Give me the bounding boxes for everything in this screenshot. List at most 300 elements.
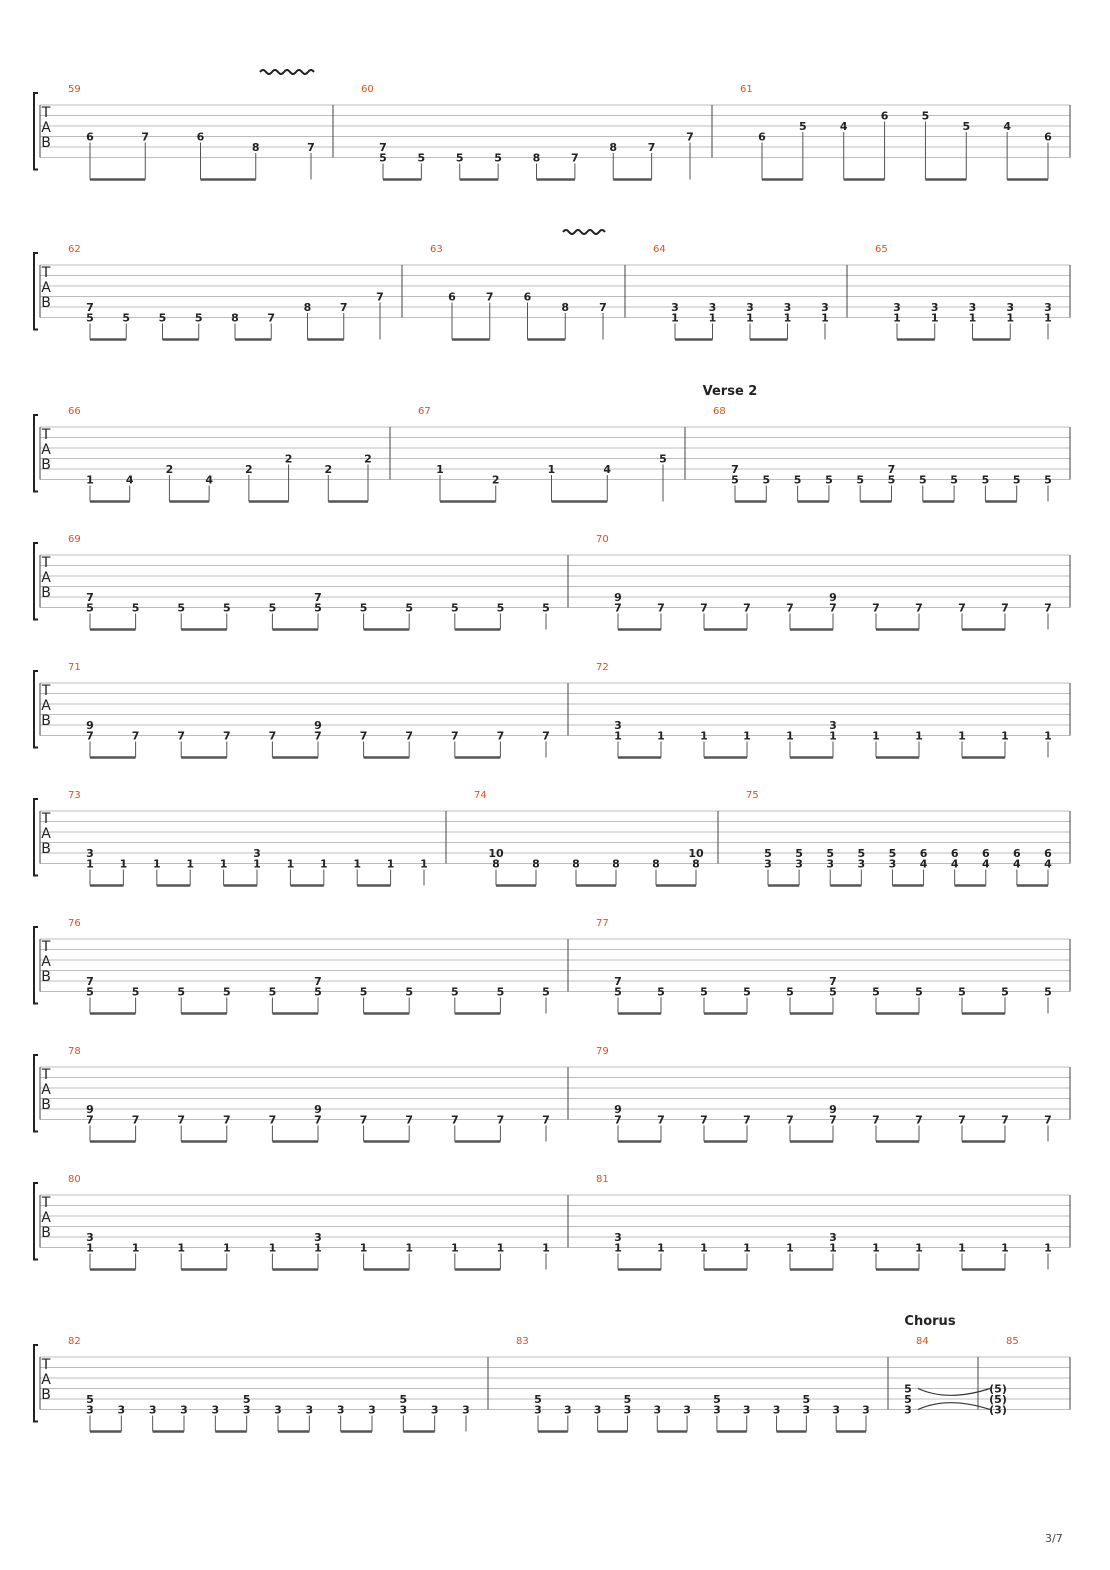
fret-number: 6 [86, 130, 94, 144]
tab-clef-letter: A [41, 698, 51, 714]
fret-number: 6 [1044, 130, 1052, 144]
fret-number: 1 [119, 857, 128, 871]
fret-number: 9 [86, 1103, 94, 1116]
fret-number: 7 [647, 141, 656, 154]
measure-number: 85 [1006, 1336, 1019, 1347]
fret-number: 3 [593, 1403, 602, 1417]
fret-number: 7 [1044, 601, 1052, 615]
fret-number: 7 [268, 729, 277, 743]
measure-number: 59 [68, 84, 81, 95]
tie-arc [918, 1389, 990, 1396]
fret-number: 3 [857, 857, 866, 871]
fret-number: 1 [86, 473, 94, 487]
tab-clef-letter: B [41, 969, 51, 985]
vibrato-mark [563, 230, 605, 234]
fret-number: 5 [743, 985, 751, 999]
fret-number: 7 [141, 130, 150, 144]
fret-number: 5 [122, 311, 131, 325]
fret-number: 5 [915, 985, 923, 999]
fret-number: 5 [494, 151, 502, 165]
fret-number: 3 [563, 1403, 572, 1417]
measure-number: 74 [474, 790, 487, 801]
fret-number: 3 [86, 847, 94, 860]
fret-number: 1 [829, 729, 837, 743]
fret-number: 5 [177, 985, 186, 999]
fret-number: 1 [152, 857, 161, 871]
fret-number: 5 [762, 473, 771, 487]
fret-number: 3 [671, 301, 679, 314]
fret-number: 1 [743, 1241, 751, 1255]
fret-number: 1 [177, 1241, 186, 1255]
fret-number: 1 [743, 729, 751, 743]
fret-number: 7 [267, 311, 276, 325]
fret-number: 9 [314, 719, 322, 732]
fret-number: 7 [700, 1113, 708, 1127]
fret-number: 7 [86, 301, 94, 314]
system-bracket [34, 415, 38, 492]
fret-number: 7 [743, 1113, 751, 1127]
fret-number: 3 [968, 301, 977, 314]
fret-number: 2 [324, 463, 333, 476]
tab-clef-letter: T [41, 1067, 51, 1083]
fret-number: 7 [958, 601, 966, 615]
fret-number: 7 [496, 1113, 505, 1127]
fret-number: 7 [1044, 1113, 1052, 1127]
fret-number: 3 [336, 1403, 345, 1417]
fret-number: 1 [872, 729, 880, 743]
measure-number: 83 [516, 1336, 529, 1347]
fret-number: 5 [542, 601, 550, 615]
fret-number: 1 [872, 1241, 880, 1255]
fret-number: 5 [825, 473, 833, 487]
fret-number: 1 [614, 729, 622, 743]
system-bracket [34, 253, 38, 330]
fret-number: 3 [534, 1403, 542, 1417]
fret-number: 5 [700, 985, 708, 999]
fret-number: 7 [314, 1113, 322, 1127]
fret-number: 4 [919, 857, 928, 871]
fret-number: 5 [496, 601, 505, 615]
fret-number: 8 [561, 301, 570, 314]
fret-number: 7 [958, 1113, 966, 1127]
fret-number: 3 [242, 1403, 251, 1417]
fret-number: 5 [950, 473, 958, 487]
fret-number: 8 [612, 857, 620, 871]
fret-number: 1 [131, 1241, 140, 1255]
fret-number: 7 [571, 151, 579, 165]
tab-clef-letter: A [41, 954, 51, 970]
fret-number: 6 [950, 847, 959, 860]
fret-number: 7 [872, 601, 880, 615]
fret-number: 5 [1044, 985, 1052, 999]
fret-number: 7 [177, 1113, 186, 1127]
fret-number: 5 [268, 985, 277, 999]
fret-number: 2 [491, 473, 500, 487]
fret-number: 6 [981, 847, 990, 860]
fret-number: 8 [532, 857, 540, 871]
fret-number: 4 [1013, 857, 1021, 871]
fret-number: 3 [829, 719, 837, 732]
fret-number: 1 [286, 857, 295, 871]
fret-number: 1 [268, 1241, 277, 1255]
fret-number: 3 [274, 1403, 282, 1417]
fret-number: 3 [462, 1403, 470, 1417]
fret-number: 3 [305, 1403, 314, 1417]
measure-number: 79 [596, 1046, 609, 1057]
fret-number: 1 [657, 729, 665, 743]
fret-number: 1 [496, 1241, 505, 1255]
fret-number: 3 [148, 1403, 157, 1417]
fret-number: 1 [219, 857, 228, 871]
fret-number: 1 [746, 311, 754, 325]
fret-number: 1 [405, 1241, 414, 1255]
fret-number: 6 [523, 290, 532, 304]
fret-number: 7 [86, 729, 94, 743]
fret-number: 1 [930, 311, 939, 325]
fret-number: 5 [856, 473, 865, 487]
measure-number: 78 [68, 1046, 81, 1057]
measure-number: 64 [653, 244, 666, 255]
fret-number: 1 [1044, 311, 1052, 325]
tab-clef-letter: B [41, 1387, 51, 1403]
fret-number: 1 [186, 857, 195, 871]
tab-clef-letter: A [41, 570, 51, 586]
fret-number: 5 [86, 311, 94, 325]
fret-number: 7 [307, 141, 315, 154]
section-label: Verse 2 [702, 384, 758, 399]
fret-number: 3 [211, 1403, 220, 1417]
fret-number: 3 [713, 1403, 721, 1417]
system-bracket [34, 543, 38, 620]
fret-number: 7 [314, 729, 322, 743]
fret-number: 7 [379, 141, 387, 154]
fret-number: 1 [542, 1241, 550, 1255]
fret-number: 5 [496, 985, 505, 999]
fret-number: 3 [86, 1231, 94, 1244]
fret-number: 3 [862, 1403, 870, 1417]
fret-number: 7 [222, 1113, 231, 1127]
measure-number: 62 [68, 244, 81, 255]
fret-number: 3 [783, 301, 792, 314]
fret-number: 5 [659, 452, 667, 466]
measure-number: 61 [740, 84, 753, 95]
fret-number: 5 [829, 985, 837, 999]
fret-number: 7 [829, 601, 837, 615]
tab-clef-letter: A [41, 1082, 51, 1098]
fret-number: 8 [572, 857, 580, 871]
fret-number: 4 [603, 463, 612, 476]
fret-number: 9 [829, 591, 837, 604]
fret-number: 5 [731, 473, 739, 487]
fret-number: 5 [888, 847, 897, 860]
fret-number: 3 [832, 1403, 841, 1417]
tab-clef-letter: A [41, 442, 51, 458]
fret-number: 7 [786, 601, 794, 615]
system-bracket [34, 799, 38, 876]
fret-number: 6 [880, 109, 889, 123]
fret-number: 1 [786, 729, 794, 743]
fret-number: 1 [86, 1241, 94, 1255]
fret-number: 7 [450, 1113, 459, 1127]
fret-number: 8 [652, 857, 660, 871]
fret-number: 3 [772, 1403, 781, 1417]
tab-clef-letter: B [41, 295, 51, 311]
fret-number: 1 [436, 463, 444, 476]
fret-number: 1 [915, 729, 923, 743]
fret-number: 3 [368, 1403, 376, 1417]
fret-number: 3 [708, 301, 717, 314]
tab-clef-letter: B [41, 135, 51, 151]
fret-number: 3 [742, 1403, 751, 1417]
fret-number: 5 [450, 601, 459, 615]
fret-number: 5 [958, 985, 966, 999]
fret-number: 7 [599, 301, 607, 314]
fret-number: 7 [86, 1113, 94, 1127]
fret-number: 7 [405, 729, 414, 743]
fret-number: 7 [405, 1113, 414, 1127]
system-bracket [34, 927, 38, 1004]
fret-number: 7 [872, 1113, 880, 1127]
fret-number: 4 [205, 473, 213, 487]
fret-number: 5 [359, 601, 368, 615]
fret-number: 5 [857, 847, 866, 860]
fret-number: 10 [688, 847, 704, 860]
measure-number: 63 [430, 244, 443, 255]
fret-number: 7 [268, 1113, 277, 1127]
fret-number: 1 [1006, 311, 1015, 325]
fret-number: 7 [700, 601, 708, 615]
measure-number: 80 [68, 1174, 81, 1185]
fret-number: 8 [251, 141, 260, 154]
fret-number: 6 [919, 847, 928, 860]
fret-number: 2 [165, 463, 174, 476]
fret-number: 1 [829, 1241, 837, 1255]
fret-number: 6 [1013, 847, 1021, 860]
fret-number: 2 [284, 452, 293, 466]
fret-number: 9 [614, 591, 622, 604]
measure-number: 75 [746, 790, 759, 801]
fret-number: 5 [242, 1393, 251, 1406]
measure-number: 65 [875, 244, 888, 255]
fret-number: 7 [450, 729, 459, 743]
fret-number: 1 [1001, 729, 1009, 743]
measure-number: 67 [418, 406, 431, 417]
fret-number: 5 [981, 473, 990, 487]
tab-clef-letter: B [41, 1097, 51, 1113]
system-bracket [34, 93, 38, 170]
fret-number: 3 [904, 1403, 912, 1417]
fret-number: 7 [314, 591, 322, 604]
fret-number: 9 [86, 719, 94, 732]
tab-clef-letter: A [41, 120, 51, 136]
fret-number: 5 [314, 985, 322, 999]
fret-number: 7 [131, 729, 140, 743]
fret-number: 5 [359, 985, 368, 999]
fret-number: 1 [700, 1241, 708, 1255]
fret-number: 1 [420, 857, 428, 871]
fret-number: 3 [653, 1403, 662, 1417]
fret-number: 1 [614, 1241, 622, 1255]
tab-clef-letter: T [41, 1195, 51, 1211]
fret-number: 7 [829, 1113, 837, 1127]
fret-number: 6 [1044, 847, 1052, 860]
fret-number: 1 [314, 1241, 322, 1255]
fret-number: 8 [492, 857, 500, 871]
tab-clef-letter: T [41, 811, 51, 827]
fret-number: 5 [904, 1382, 912, 1396]
fret-number: 7 [359, 1113, 368, 1127]
fret-number: 1 [359, 1241, 368, 1255]
fret-number: 1 [968, 311, 977, 325]
tab-clef-letter: T [41, 265, 51, 281]
fret-number: (5) [989, 1382, 1007, 1396]
fret-number: 7 [915, 1113, 923, 1127]
fret-number: 7 [86, 591, 94, 604]
fret-number: 3 [764, 857, 772, 871]
measure-number: 81 [596, 1174, 609, 1185]
fret-number: 7 [177, 729, 186, 743]
fret-number: 3 [683, 1403, 691, 1417]
fret-number: 5 [826, 847, 835, 860]
tab-clef-letter: B [41, 1225, 51, 1241]
fret-number: 8 [303, 301, 312, 314]
fret-number: 1 [821, 311, 829, 325]
system-bracket [34, 1345, 38, 1422]
fret-number: 8 [609, 141, 618, 154]
fret-number: 7 [686, 130, 694, 144]
fret-number: 5 [795, 847, 803, 860]
fret-number: 1 [547, 463, 556, 476]
fret-number: 3 [930, 301, 939, 314]
fret-number: 5 [222, 985, 231, 999]
fret-number: 8 [532, 151, 541, 165]
fret-number: 7 [1001, 1113, 1009, 1127]
fret-number: 2 [364, 452, 372, 466]
fret-number: 7 [86, 975, 94, 988]
fret-number: 6 [758, 130, 766, 144]
fret-number: 1 [915, 1241, 923, 1255]
fret-number: 3 [826, 857, 835, 871]
fret-number: 7 [614, 601, 622, 615]
fret-number: 1 [657, 1241, 665, 1255]
fret-number: 5 [623, 1393, 632, 1406]
fret-number: 5 [786, 985, 794, 999]
fret-number: 7 [743, 601, 751, 615]
fret-number: 6 [196, 130, 205, 144]
measure-number: 76 [68, 918, 81, 929]
fret-number: 7 [339, 301, 348, 314]
fret-number: 5 [534, 1393, 542, 1406]
fret-number: 5 [455, 151, 464, 165]
fret-number: 5 [1044, 473, 1052, 487]
system-bracket [34, 1183, 38, 1260]
fret-number: 7 [542, 1113, 550, 1127]
fret-number: 5 [177, 601, 186, 615]
fret-number: 7 [314, 975, 322, 988]
fret-number: 7 [222, 729, 231, 743]
fret-number: 9 [314, 1103, 322, 1116]
system-bracket [34, 1055, 38, 1132]
fret-number: 3 [614, 1231, 622, 1244]
fret-number: 5 [131, 601, 140, 615]
fret-number: 1 [386, 857, 395, 871]
fret-number: 7 [1001, 601, 1009, 615]
tab-clef-letter: T [41, 105, 51, 121]
page-number: 3/7 [1045, 1532, 1063, 1545]
fret-number: 5 [904, 1393, 912, 1406]
fret-number: 1 [671, 311, 679, 325]
fret-number: 3 [829, 1231, 837, 1244]
fret-number: 3 [888, 857, 897, 871]
fret-number: 1 [86, 857, 94, 871]
measure-number: 66 [68, 406, 81, 417]
fret-number: 4 [950, 857, 959, 871]
measure-number: 82 [68, 1336, 81, 1347]
measure-number: 68 [713, 406, 726, 417]
tab-clef-letter: B [41, 457, 51, 473]
fret-number: (5) [989, 1393, 1007, 1406]
tab-clef-letter: T [41, 555, 51, 571]
fret-number: 5 [131, 985, 140, 999]
fret-number: 5 [194, 311, 203, 325]
fret-number: 3 [623, 1403, 632, 1417]
fret-number: 5 [1001, 985, 1009, 999]
fret-number: 3 [430, 1403, 439, 1417]
fret-number: 4 [125, 473, 134, 487]
fret-number: 4 [1003, 120, 1011, 133]
fret-number: 7 [915, 601, 923, 615]
fret-number: 7 [485, 290, 494, 304]
fret-number: 3 [821, 301, 829, 314]
fret-number: 7 [731, 463, 739, 476]
fret-number: 1 [958, 1241, 966, 1255]
fret-number: 5 [657, 985, 665, 999]
measure-number: 72 [596, 662, 609, 673]
fret-number: 5 [405, 985, 414, 999]
measure-number: 84 [916, 1336, 929, 1347]
fret-number: 5 [542, 985, 550, 999]
fret-number: 1 [253, 857, 261, 871]
fret-number: 1 [786, 1241, 794, 1255]
fret-number: 7 [786, 1113, 794, 1127]
fret-number: 5 [1012, 473, 1021, 487]
tab-clef-letter: B [41, 585, 51, 601]
fret-number: 9 [614, 1103, 622, 1116]
measure-number: 69 [68, 534, 81, 545]
tab-clef-letter: T [41, 427, 51, 443]
fret-number: 8 [231, 311, 239, 325]
tab-clef-letter: B [41, 841, 51, 857]
fret-number: 1 [708, 311, 717, 325]
tie-arc [918, 1403, 990, 1410]
fret-number: 7 [829, 975, 837, 988]
fret-number: 9 [829, 1103, 837, 1116]
fret-number: 6 [448, 290, 456, 304]
fret-number: 1 [319, 857, 328, 871]
measure-number: 60 [361, 84, 374, 95]
fret-number: 3 [746, 301, 754, 314]
fret-number: 1 [1001, 1241, 1009, 1255]
fret-number: 1 [783, 311, 792, 325]
fret-number: 5 [379, 151, 387, 165]
fret-number: 4 [1044, 857, 1052, 871]
fret-number: 3 [86, 1403, 94, 1417]
fret-number: 5 [86, 985, 94, 999]
tab-clef-letter: A [41, 1210, 51, 1226]
fret-number: 5 [918, 473, 927, 487]
fret-number: 10 [488, 847, 504, 860]
fret-number: 1 [700, 729, 708, 743]
